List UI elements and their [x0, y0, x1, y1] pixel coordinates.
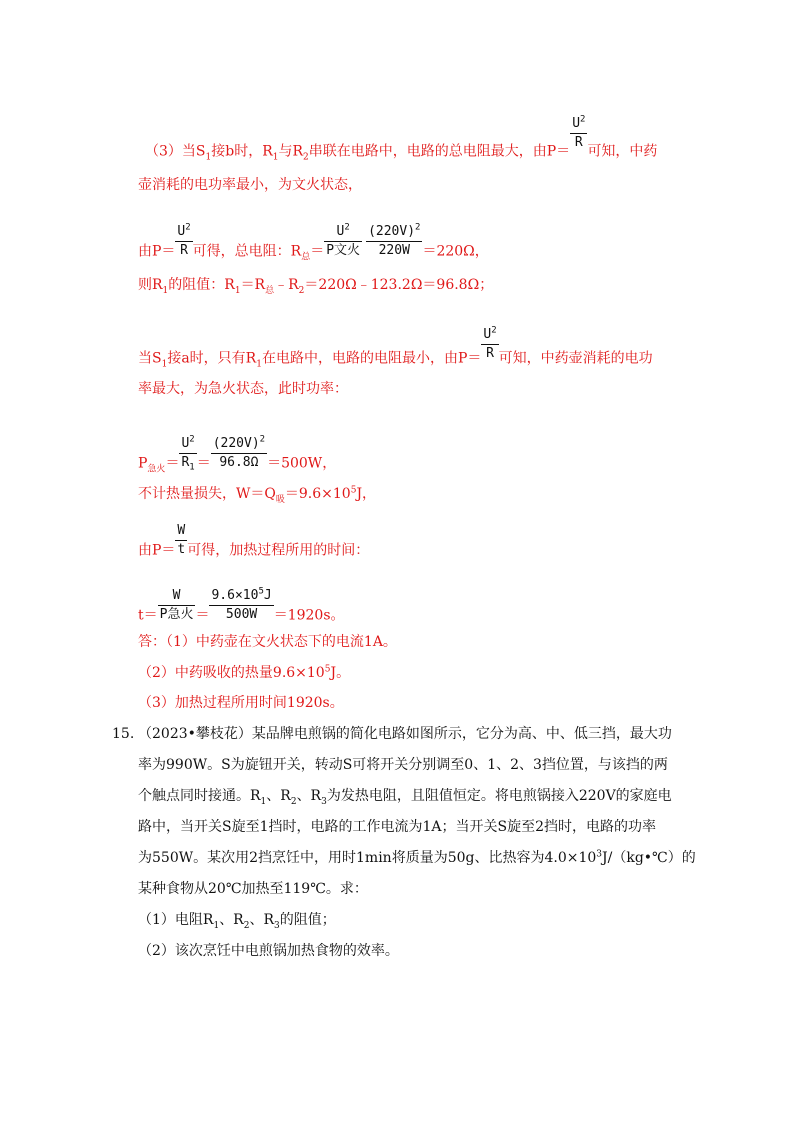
sup: 5	[258, 586, 264, 597]
fraction-w-over-pjihuo	[158, 588, 196, 623]
text: 的阻值：R	[168, 277, 235, 293]
sub: 3	[274, 920, 280, 931]
sub: 吸	[275, 494, 285, 505]
numerator: U	[572, 116, 581, 131]
text: （3）加热过程所用时间1920s。	[138, 695, 344, 711]
text: ＝	[195, 607, 210, 624]
text: 可知，中药	[587, 143, 658, 160]
question-line6	[138, 880, 368, 898]
text: ＝220Ω，	[422, 243, 489, 260]
question-line4	[138, 818, 656, 836]
text: ﹣R	[274, 277, 299, 293]
question-sub2	[138, 942, 399, 960]
fraction-u2-over-pwenhuo	[324, 224, 362, 259]
sup: 2	[185, 222, 191, 233]
text: 答：（1）中药壶在文火状态下的电流1A。	[138, 634, 397, 650]
text: 个触点同时接通。R	[138, 788, 261, 804]
denominator: R	[180, 243, 188, 258]
sub: 2	[290, 796, 297, 807]
numerator: W	[175, 523, 187, 541]
text: 接a时，只有R	[167, 350, 257, 367]
sup: 2	[344, 222, 350, 233]
text: P	[138, 455, 148, 472]
text: 的阻值；	[279, 912, 336, 928]
sub: 急火	[147, 464, 166, 475]
denominator: 96.8Ω	[219, 455, 259, 470]
text: 率最大，为急火状态，此时功率：	[138, 381, 348, 397]
text: ＝9.6×10	[284, 486, 351, 502]
text: J/（kg•℃）的	[602, 850, 696, 866]
sub: 1	[272, 152, 279, 163]
text: （1）电阻R	[138, 912, 214, 928]
fraction-u2-over-r	[481, 327, 498, 362]
fraction-220v-sq-over-220w	[366, 224, 422, 259]
unit: J	[263, 588, 272, 603]
text: 15.	[112, 726, 135, 742]
denominator: R	[486, 346, 494, 361]
text: 与R	[278, 143, 304, 160]
text: ＝	[165, 455, 180, 472]
solution-s1-a-line2	[138, 380, 348, 398]
sup: 5	[350, 485, 357, 496]
sub: 2	[298, 285, 305, 296]
answer-2	[138, 664, 350, 682]
text: 当S	[138, 350, 162, 367]
text: ＝220Ω﹣123.2Ω＝96.8Ω；	[304, 277, 494, 293]
text: ＝	[310, 243, 325, 260]
text: 可知，中药壶消耗的电功	[498, 350, 653, 367]
text: 率为990W。S为旋钮开关，转动S可将开关分别调至0、1、2、3挡位置，与该挡的两	[138, 757, 668, 773]
denominator: 500W	[225, 607, 258, 622]
sub: 总	[265, 285, 275, 296]
question-line3	[138, 787, 672, 805]
denominator: R	[181, 455, 190, 470]
text: 在电路中，电路的电阻最小，由P＝	[261, 350, 482, 367]
sup: 2	[415, 222, 421, 233]
sup: 5	[324, 664, 331, 675]
text: （2）中药吸收的热量9.6×10	[138, 665, 325, 681]
answer-1	[138, 633, 397, 651]
numerator: W	[158, 588, 196, 606]
denominator: 220W	[378, 243, 410, 258]
text: 由P＝	[138, 243, 176, 260]
numerator: U	[336, 224, 345, 239]
text: 、R	[219, 912, 244, 928]
solution-s1-a-line1	[138, 325, 653, 376]
question-sub1	[138, 911, 336, 929]
text: J，	[356, 486, 377, 502]
numerator: (220V)	[368, 224, 416, 239]
fraction-96-over-500	[209, 588, 273, 623]
text: 可得，总电阻：R	[192, 243, 302, 260]
sub: 2	[303, 152, 309, 163]
numerator: (220V)	[212, 436, 260, 451]
sub: 1	[256, 359, 262, 370]
text: J。	[330, 665, 351, 681]
text: 路中，当开关S旋至1挡时，电路的工作电流为1A；当开关S旋至2挡时，电路的功率	[138, 819, 657, 835]
sup: 3	[596, 849, 603, 860]
solution-r1-value	[138, 276, 493, 294]
text: 某种食物从20℃加热至119℃。求：	[138, 881, 368, 897]
text: 接b时，R	[211, 143, 273, 160]
question-line1	[138, 725, 672, 743]
text: 壶消耗的电功率最小，为文火状态，	[138, 177, 362, 193]
text: 、R	[249, 912, 275, 928]
text: 、R	[266, 788, 291, 804]
answer-3	[138, 694, 344, 712]
text: 、R	[296, 788, 322, 804]
text: 串联在电路中，电路的总电阻最大，由P＝	[308, 143, 571, 160]
text: 为发热电阻，且阻值恒定。将电煎锅接入220V的家庭电	[326, 788, 672, 804]
text: 可得，加热过程所用的时间：	[187, 542, 370, 559]
sub: 1	[161, 359, 168, 370]
numerator: U	[483, 327, 492, 342]
sup: 2	[259, 434, 266, 445]
text: （3）当S	[145, 143, 206, 160]
sup: 2	[491, 325, 497, 336]
text: 由P＝	[138, 542, 176, 559]
fraction-u2-over-r1	[179, 436, 196, 471]
numerator: U	[181, 436, 190, 451]
text: 为550W。某次用2挡烹饪中，用时1min将质量为50g、比热容为4.0×10	[138, 850, 597, 866]
denominator: P文火	[326, 243, 361, 258]
denominator: t	[177, 542, 186, 557]
text: ＝R	[240, 277, 266, 293]
solution-total-resistance	[138, 222, 489, 269]
sub: 2	[243, 920, 250, 931]
text: 则R	[138, 277, 163, 293]
fraction-220v-sq-over-968	[211, 436, 267, 471]
text: ＝500W，	[267, 455, 337, 472]
question-line2	[138, 756, 668, 774]
sup: 2	[189, 434, 195, 445]
denominator: R	[574, 135, 583, 150]
sub: 1	[189, 462, 195, 473]
solution-part3-line2	[138, 176, 362, 194]
solution-pjihuo	[138, 434, 337, 481]
numerator: U	[177, 224, 186, 239]
text: ＝1920s。	[273, 607, 345, 624]
sub: 1	[205, 152, 212, 163]
text: （2）该次烹饪中电煎锅加热食物的效率。	[138, 943, 399, 959]
fraction-u2-over-r	[175, 224, 192, 259]
solution-part3-line1	[145, 114, 658, 169]
sub: 1	[213, 920, 220, 931]
solution-heat-absorbed	[138, 485, 376, 503]
sub: 1	[260, 796, 267, 807]
text: t＝	[138, 607, 158, 624]
text: ＝	[196, 455, 211, 472]
fraction-w-over-t	[175, 523, 187, 558]
fraction-u2-over-r	[570, 116, 587, 151]
question-line5	[138, 849, 696, 867]
text: 不计热量损失，W＝Q	[138, 486, 276, 502]
question-number	[112, 725, 134, 743]
denominator: P急火	[159, 607, 194, 622]
sub: 1	[162, 285, 169, 296]
sub: 1	[234, 285, 241, 296]
sub: 3	[321, 796, 327, 807]
sup: 2	[580, 114, 586, 125]
text: （2023•攀枝花）某品牌电煎锅的简化电路如图所示，它分为高、中、低三挡，最大功	[138, 726, 672, 742]
numerator: 9.6×10	[211, 588, 259, 603]
sub: 总	[301, 252, 311, 263]
solution-time-formula	[138, 523, 370, 568]
